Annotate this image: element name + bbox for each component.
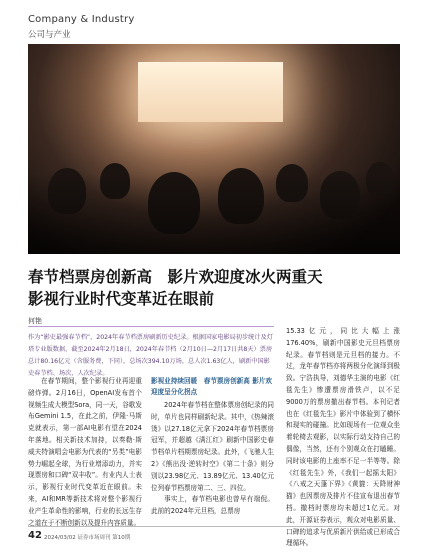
article-abstract: 作为“影史最强春节档”，2024年春节档票房刷新历史纪录。根据国家电影局初步统计及灯塔专业版数据，截至2024年2月18日，2024年春节档（2月10日—2月17日共8天）票房总计80.16亿元（含服务费，下同），总场次394.10万场，总人次1.63亿人，刷新中国影史春节档、场次、人次纪录。	[28, 326, 274, 380]
section-label-cn: 公司与产业	[28, 30, 71, 40]
body-column-2	[151, 400, 274, 518]
cinema-audience-image	[28, 44, 400, 254]
author-name: 何艳	[28, 317, 42, 325]
body-paragraph: 2024年春节档在整体票房创纪录的同时，单片也同样刷新纪录。其中，《热辣滚烫》以27.18亿元拿下2024年春节档票房冠军，并超越《满江红》刷新中国影史春节档单片档期票房纪录。此外，《飞驰人生2》《熊出没·逆转时空》《第二十条》则分别以23.98亿元、13.89亿元、13.40亿元位列春节档票房第二、三、四位。	[151, 401, 274, 492]
article-title-line2: 影视行业时代变革近在眼前	[28, 289, 215, 308]
body-paragraph: 事实上，春节档电影也曾早有端倪。此前的2024年元旦档，总票房	[151, 495, 274, 516]
body-column-3	[286, 326, 400, 550]
footer-divider	[28, 526, 400, 527]
body-paragraph: 在春节期间，整个影视行业再迎重磅炸弹。2月16日，OpenAI发布首个视频生成大模型Sora，同一天，谷歌发布Gemini 1.5，在此之前，伊隆·马斯克就表示，第一部AI电影有望在2024年落地。相关新技术加持，以奏勒·斯威夫特演唱会电影为代表的“另类”电影势力崛起全球，为行业增添动力，并实现票房和口碑“双丰收”。有业内人士表示，影视行业时代变革近在眼前。未来，AI和MR等新技术将对整个影视行业产生革命性的影响，行业的长远生存之道在于不断创新以及提升内容质量。	[28, 377, 142, 527]
body-column-1	[28, 376, 142, 529]
section-subheading: 影视业持续回暖 春节票房创新高 影片欢迎度呈分化拐点	[151, 377, 272, 396]
article-title-line1: 春节档票房创新高 影片欢迎度冰火两重天	[28, 267, 323, 286]
page-number: 42	[28, 530, 42, 541]
cinema-screen	[138, 62, 283, 122]
article-title	[28, 266, 400, 310]
section-label-en: Company & Industry	[28, 14, 135, 25]
body-paragraph: 15.33亿元，同比大幅上涨176.40%，刷新中国影史元旦档票房纪录。春节档则是元旦档的接力。不过，龙年春节档亦将两极分化演绎到极致。宁浩执导，刘德华主演的电影《红毯先生》惨遭票房滑铁卢，以不足9000万的票房撤出春节档。本刊记者也在《红毯先生》影片中体验到了横怀和现实的碰撞。比如现场有一位观众坐着轮椅去观影，以实际行动支持自己的偶像，当然，还有个别观众在打瞌睡。同时该电影的上座率不足一半等等。除《红毯先生》外，《我们一起摇太阳》《八戒之天蓬下界》《黄貔：天降财神猫》也因票房及排片不佳宣布退出春节档。撤档时票房均未超过1亿元。对此，开源证券表示，观众对电影质量、口碑的追求与优质新片供给或已形成合理循环。	[286, 327, 400, 548]
journal-info: 2024/03/02 证券市场周刊 第10期	[44, 535, 131, 541]
